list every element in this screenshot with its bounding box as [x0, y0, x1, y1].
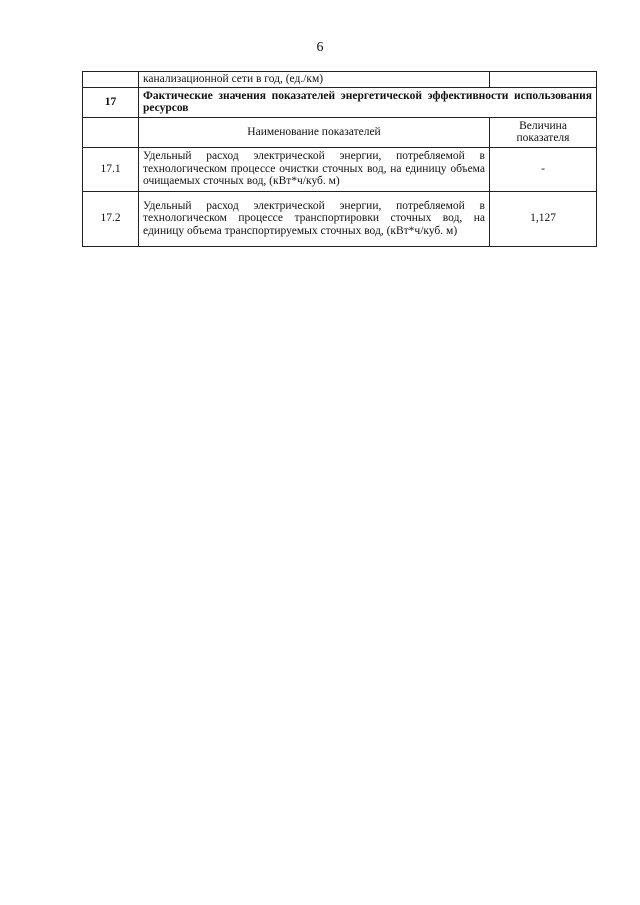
page-number: 6	[316, 40, 324, 55]
header-number-cell	[83, 117, 139, 147]
row-number-cell	[83, 72, 139, 88]
row-number-cell: 17.2	[83, 191, 139, 246]
row-number-cell: 17.1	[83, 147, 139, 191]
header-name-cell: Наименование показателей	[139, 117, 490, 147]
table-header-row	[83, 117, 597, 147]
row-value-cell	[490, 72, 597, 88]
row-value-cell: -	[490, 147, 597, 191]
row-name-cell: Удельный расход электрической энергии, потребляемой в технологическом процессе очистки сточных вод, на единицу объема очищаемых сточных вод, (кВт*ч/куб. м)	[139, 147, 490, 191]
section-number: 17	[83, 87, 139, 117]
row-name-cell: канализационной сети в год, (ед./км)	[139, 72, 490, 88]
section-title: Фактические значения показателей энергетической эффективности использования ресурсов	[139, 87, 597, 117]
table-row-continued	[83, 72, 597, 88]
indicators-table	[82, 71, 597, 247]
header-value-cell: Величина показателя	[490, 117, 597, 147]
row-name-cell: Удельный расход электрической энергии, потребляемой в технологическом процессе транспортировки сточных вод, на единицу объема транспортируемых сточных вод, (кВт*ч/куб. м)	[139, 191, 490, 246]
row-value-cell: 1,127	[490, 191, 597, 246]
table-row	[83, 147, 597, 191]
section-row	[83, 87, 597, 117]
table-row	[83, 191, 597, 246]
